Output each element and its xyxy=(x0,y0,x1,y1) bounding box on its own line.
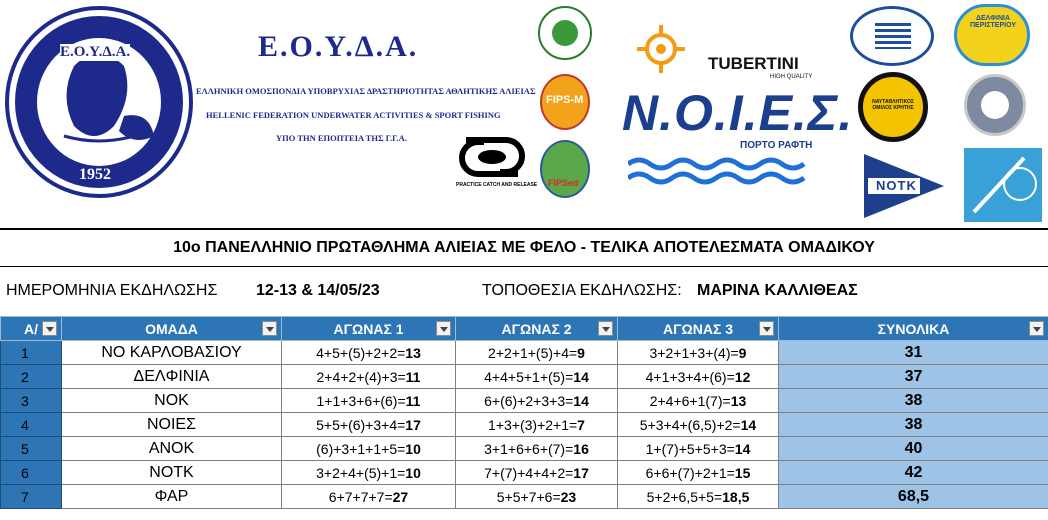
race-1-cell[interactable] xyxy=(282,461,456,485)
filter-dropdown-icon[interactable] xyxy=(598,321,613,336)
race-3-cell[interactable] xyxy=(618,437,779,461)
results-body xyxy=(1,341,1048,509)
race-2-expression: 2+2+1+(5)+4= xyxy=(488,344,578,361)
fipsed-logo xyxy=(540,140,590,198)
filter-dropdown-icon[interactable] xyxy=(262,321,277,336)
filter-dropdown-icon[interactable] xyxy=(436,321,451,336)
race-2-expression: 7+(7)+4+4+2= xyxy=(484,464,574,481)
race-2-cell[interactable] xyxy=(456,341,618,365)
rank-cell[interactable]: 4 xyxy=(1,413,62,437)
race-3-cell[interactable] xyxy=(618,413,779,437)
location-value: ΜΑΡΙΝΑ ΚΑΛΛΙΘΕΑΣ xyxy=(697,282,858,299)
table-row xyxy=(1,341,1048,365)
race-3-expression: 3+2+1+3+(4)= xyxy=(649,344,739,361)
team-cell[interactable]: ΝΟΙΕΣ xyxy=(62,413,282,437)
page-title: 10ο ΠΑΝΕΛΛΗΝΙΟ ΠΡΩΤΑΘΛΗΜΑ ΑΛΙΕΙΑΣ ΜΕ ΦΕΛΟ - ΤΕΛΙΚΑ ΑΠΟΤΕΛΕΣΜΑΤΑ ΟΜΑΔΙΚΟΥ xyxy=(0,230,1048,267)
col-header-race-1: ΑΓΩΝΑΣ 1 xyxy=(282,317,456,341)
race-1-cell[interactable] xyxy=(282,485,456,509)
team-cell[interactable]: ΦΑΡ xyxy=(62,485,282,509)
sort-filter-icon[interactable] xyxy=(1029,321,1044,336)
race-1-expression: (6)+3+1+1+5= xyxy=(316,440,406,457)
eouda-logo xyxy=(4,6,194,198)
col-header-race-3: ΑΓΩΝΑΣ 3 xyxy=(618,317,779,341)
delfinia-label: ΔΕΛΦΙΝΙΑ ΠΕΡΙΣΤΕΡΙΟΥ xyxy=(969,15,1017,29)
total-cell[interactable]: 68,5 xyxy=(779,485,1048,509)
race-3-score: 14 xyxy=(740,416,757,433)
race-2-score: 17 xyxy=(573,464,589,481)
race-2-cell[interactable] xyxy=(456,461,618,485)
team-cell[interactable]: ΝΟΤΚ xyxy=(62,461,282,485)
table-row xyxy=(1,461,1048,485)
race-3-score: 12 xyxy=(734,368,751,385)
tubertini-subtitle: HIGH QUALITY xyxy=(770,74,813,80)
rank-cell[interactable]: 2 xyxy=(1,365,62,389)
race-3-expression: 5+2+6,5+5= xyxy=(646,488,723,505)
race-2-score: 7 xyxy=(577,416,585,433)
race-1-cell[interactable] xyxy=(282,341,456,365)
international-federation-logo xyxy=(538,6,592,60)
race-1-cell[interactable] xyxy=(282,365,456,389)
federation-name-greek: ΕΛΛΗΝΙΚΗ ΟΜΟΣΠΟΝΔΙΑ ΥΠΟΒΡΥΧΙΑΣ ΔΡΑΣΤΗΡΙΟΤΗΤΑΣ ΑΘΛΗΤΙΚΗΣ ΑΛΙΕΙΑΣ xyxy=(196,86,536,96)
federation-supervision: ΥΠΟ ΤΗΝ ΕΠΟΠΤΕΙΑ ΤΗΣ Γ.Γ.Α. xyxy=(276,133,407,143)
race-1-cell[interactable] xyxy=(282,389,456,413)
federation-name-english: HELLENIC FEDERATION UNDERWATER ACTIVITIES & SPORT FISHING xyxy=(206,110,501,120)
race-3-expression: 6+6+(7)+2+1= xyxy=(645,464,735,481)
catch-release-logo xyxy=(456,134,538,194)
delfinia-logo xyxy=(954,4,1030,66)
table-header-row xyxy=(1,317,1048,341)
race-1-cell[interactable] xyxy=(282,413,456,437)
race-3-score: 9 xyxy=(738,344,747,361)
nautathlitikos-crete-logo xyxy=(858,72,928,142)
total-cell[interactable]: 31 xyxy=(779,341,1048,365)
event-info xyxy=(0,268,1048,316)
race-3-expression: 5+3+4+(6,5)+2= xyxy=(639,416,741,433)
race-2-expression: 1+3+(3)+2+1= xyxy=(488,416,578,433)
total-cell[interactable]: 37 xyxy=(779,365,1048,389)
eouda-logo-text: Ε.Ο.Υ.Δ.Α. xyxy=(60,44,131,60)
race-2-cell[interactable] xyxy=(456,437,618,461)
race-1-expression: 2+4+2+(4)+3= xyxy=(316,368,406,385)
race-3-cell[interactable] xyxy=(618,341,779,365)
race-2-cell[interactable] xyxy=(456,389,618,413)
federation-title: Ε.Ο.Υ.Δ.Α. xyxy=(258,30,419,63)
ships-wheel-icon xyxy=(636,24,686,74)
race-2-score: 16 xyxy=(573,440,589,457)
race-3-expression: 1+(7)+5+5+3= xyxy=(645,440,735,457)
col-header-team: ΟΜΑΔΑ xyxy=(62,317,282,341)
race-3-score: 14 xyxy=(734,440,751,457)
rank-cell[interactable]: 3 xyxy=(1,389,62,413)
race-1-expression: 4+5+(5)+2+2= xyxy=(316,344,406,361)
team-cell[interactable]: ΔΕΛΦΙΝΙΑ xyxy=(62,365,282,389)
race-2-score: 9 xyxy=(577,344,585,361)
table-row xyxy=(1,389,1048,413)
race-1-score: 11 xyxy=(405,368,421,385)
results-table xyxy=(0,316,1048,509)
race-1-cell[interactable] xyxy=(282,437,456,461)
fips-m-logo xyxy=(540,74,590,130)
race-1-score: 17 xyxy=(405,416,421,433)
race-1-score: 10 xyxy=(405,440,421,457)
location-label: ΤΟΠΟΘΕΣΙΑ ΕΚΔΗΛΩΣΗΣ: xyxy=(482,282,682,299)
total-cell[interactable]: 38 xyxy=(779,413,1048,437)
race-1-expression: 3+2+4+(5)+1= xyxy=(316,464,406,481)
col-header-race-2: ΑΓΩΝΑΣ 2 xyxy=(456,317,618,341)
race-3-cell[interactable] xyxy=(618,389,779,413)
race-3-cell[interactable] xyxy=(618,485,779,509)
race-2-score: 14 xyxy=(573,392,589,409)
nautathlitikos-label: ΝΑΥΤΑΘΛΗΤΙΚΟΣ ΟΜΙΛΟΣ ΚΡΗΤΗΣ xyxy=(872,99,914,111)
team-cell[interactable]: ΝΟΚ xyxy=(62,389,282,413)
race-3-score: 15 xyxy=(734,464,751,481)
table-row xyxy=(1,437,1048,461)
noies-subtitle: ΠΟΡΤΟ ΡΑΦΤΗ xyxy=(740,140,813,151)
catch-release-caption: PRACTICE CATCH AND RELEASE xyxy=(456,182,538,188)
karystos-club-logo xyxy=(964,74,1026,136)
race-1-expression: 1+1+3+6+(6)= xyxy=(316,392,406,409)
waves-graphic xyxy=(628,154,810,188)
fipsed-label: FIPSed xyxy=(548,178,579,188)
race-1-score: 13 xyxy=(405,344,421,361)
race-3-expression: 2+4+6+1(7)= xyxy=(649,392,731,409)
total-cell[interactable]: 40 xyxy=(779,437,1048,461)
race-2-expression: 6+(6)+2+3+3= xyxy=(484,392,574,409)
race-3-expression: 4+1+3+4+(6)= xyxy=(645,368,735,385)
tubertini-logo: TUBERTINI xyxy=(708,54,799,73)
table-row xyxy=(1,413,1048,437)
race-2-cell[interactable] xyxy=(456,413,618,437)
race-2-expression: 3+1+6+6+(7)= xyxy=(484,440,574,457)
race-2-score: 14 xyxy=(573,368,589,385)
race-1-score: 27 xyxy=(392,488,409,505)
filter-dropdown-icon[interactable] xyxy=(42,321,57,336)
race-3-score: 13 xyxy=(730,392,747,409)
race-1-expression: 6+7+7+7= xyxy=(328,488,393,505)
eouda-logo-year: 1952 xyxy=(79,166,111,183)
rank-cell[interactable]: 1 xyxy=(1,341,62,365)
rank-cell[interactable]: 5 xyxy=(1,437,62,461)
table-row xyxy=(1,485,1048,509)
race-2-expression: 4+4+5+1+(5)= xyxy=(484,368,574,385)
race-1-expression: 5+5+(6)+3+4= xyxy=(316,416,406,433)
date-value: 12-13 & 14/05/23 xyxy=(256,282,380,299)
race-2-cell[interactable] xyxy=(456,365,618,389)
col-header-total: ΣΥΝΟΛΙΚΑ xyxy=(779,317,1048,341)
noies-title: Ν.Ο.Ι.Ε.Σ. xyxy=(622,85,854,141)
race-3-score: 18,5 xyxy=(722,488,750,505)
rank-cell[interactable]: 6 xyxy=(1,461,62,485)
karlovasi-club-logo xyxy=(850,6,934,66)
fips-m-label: FIPS-M xyxy=(546,94,584,106)
date-label: ΗΜΕΡΟΜΗΝΙΑ ΕΚΔΗΛΩΣΗΣ xyxy=(6,282,218,299)
header-banner xyxy=(0,0,1048,230)
notk-logo xyxy=(864,154,944,218)
race-2-cell[interactable] xyxy=(456,485,618,509)
total-cell[interactable]: 42 xyxy=(779,461,1048,485)
team-cell[interactable]: ΑΝΟΚ xyxy=(62,437,282,461)
race-3-cell[interactable] xyxy=(618,365,779,389)
team-cell[interactable]: ΝΟ ΚΑΡΛΟΒΑΣΙΟΥ xyxy=(62,341,282,365)
filter-dropdown-icon[interactable] xyxy=(759,321,774,336)
race-1-score: 10 xyxy=(405,464,421,481)
race-3-cell[interactable] xyxy=(618,461,779,485)
col-header-rank: Α/ xyxy=(1,317,62,341)
rank-cell[interactable]: 7 xyxy=(1,485,62,509)
race-1-score: 11 xyxy=(405,392,421,409)
total-cell[interactable]: 38 xyxy=(779,389,1048,413)
race-2-score: 23 xyxy=(560,488,577,505)
race-2-expression: 5+5+7+6= xyxy=(496,488,561,505)
notk-label: NOTK xyxy=(876,178,917,193)
far-club-logo xyxy=(964,148,1042,222)
table-row xyxy=(1,365,1048,389)
